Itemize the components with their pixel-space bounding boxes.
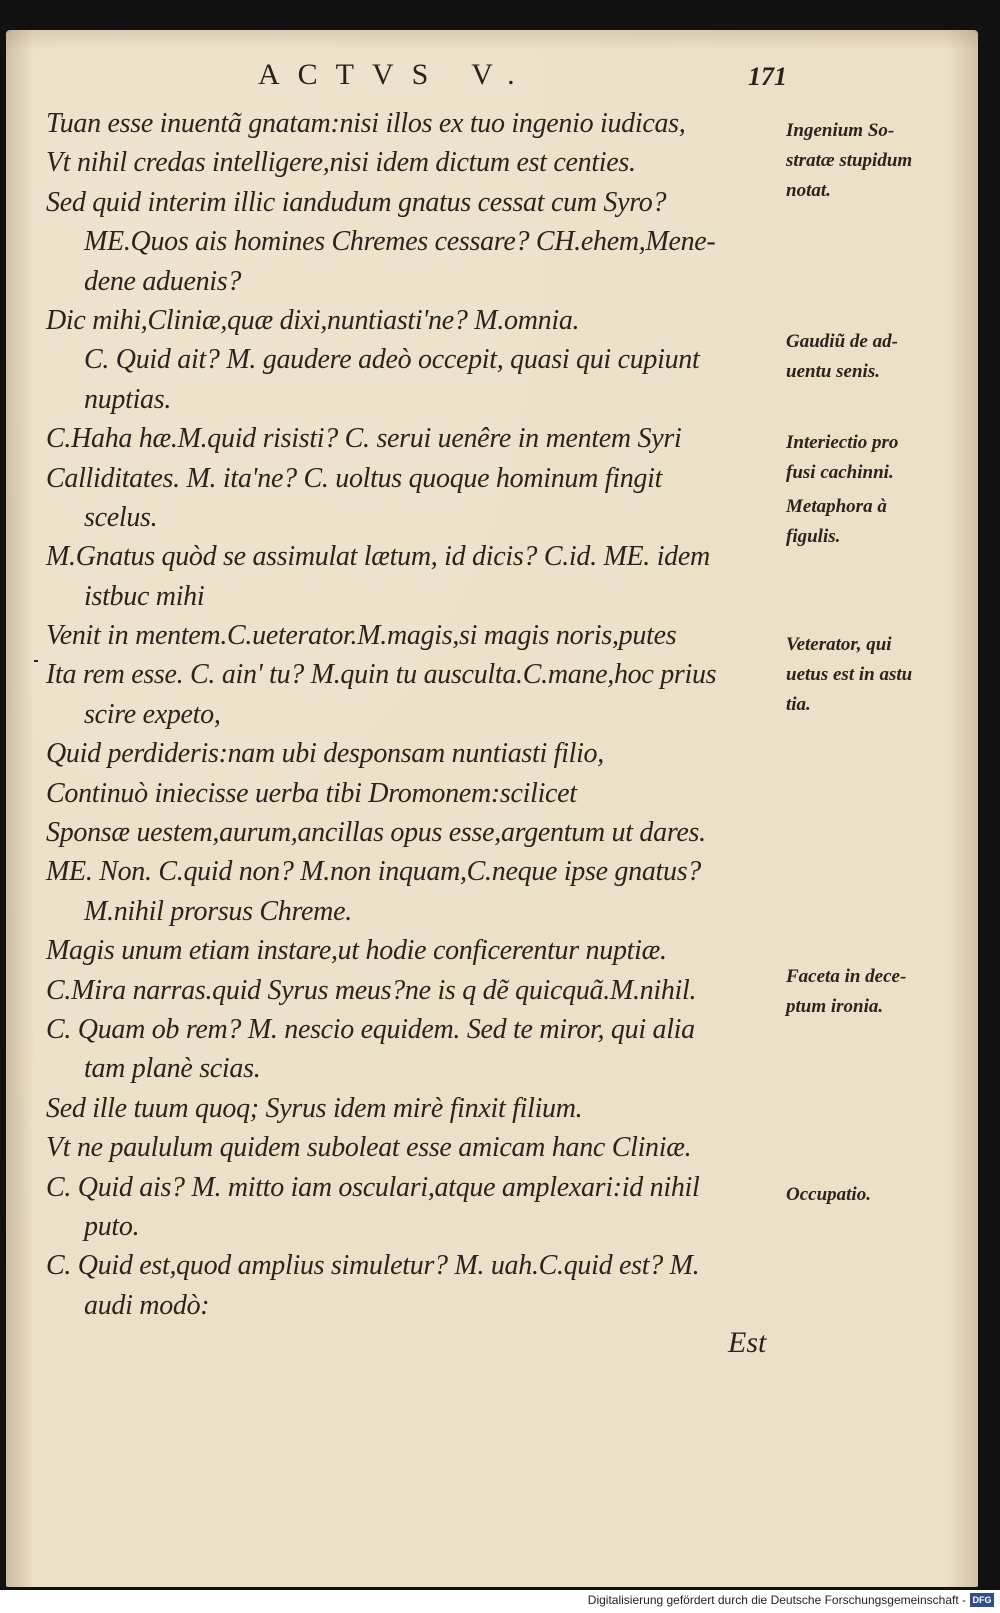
margin-mark xyxy=(34,660,38,662)
margin-note xyxy=(786,630,966,720)
funding-credit: Digitalisierung gefördert durch die Deutsche Forschungsgemeinschaft - xyxy=(587,1593,966,1607)
margin-note-line: Gaudiũ de ad- xyxy=(786,331,898,352)
margin-note xyxy=(786,428,966,488)
text-line: ME.Quos ais homines Chremes cessare? CH.ehem,Mene- xyxy=(84,226,716,258)
text-line: Sed quid interim illic iandudum gnatus cessat cum Syro? xyxy=(46,186,667,218)
margin-note-line: fusi cachinni. xyxy=(786,462,894,483)
margin-note-line: uentu senis. xyxy=(786,361,880,382)
margin-note xyxy=(786,962,966,1022)
margin-note-line: stratæ stupidum xyxy=(786,150,913,171)
running-header: ACTVS V. xyxy=(258,58,533,91)
text-line: C.Mira narras.quid Syrus meus?ne is q dẽ quicquã.M.nihil. xyxy=(46,974,697,1006)
page-number: 171 xyxy=(748,62,787,91)
text-line: Magis unum etiam instare,ut hodie conficerentur nuptiæ. xyxy=(46,935,667,967)
text-line: Quid perdideris:nam ubi desponsam nuntiasti filio, xyxy=(46,738,604,770)
text-line: Dic mihi,Cliniæ,quæ dixi,nuntiasti'ne? M.omnia. xyxy=(46,304,580,336)
margin-note-line: Ingenium So- xyxy=(786,120,895,141)
text-line: istbuc mihi xyxy=(84,580,205,612)
margin-note xyxy=(786,492,966,552)
text-line: C. Quid est,quod amplius simuletur? M. uah.C.quid est? M. xyxy=(46,1250,700,1282)
text-line: Continuò iniecisse uerba tibi Dromonem:scilicet xyxy=(46,777,577,809)
margin-note xyxy=(786,116,966,206)
text-line: Calliditates. M. ita'ne? C. uoltus quoque hominum fingit xyxy=(46,462,663,494)
margin-note-line: notat. xyxy=(786,180,831,201)
margin-note-line: Faceta in dece- xyxy=(786,966,907,987)
body-text xyxy=(46,104,776,1325)
margin-note-line: tia. xyxy=(786,694,811,715)
text-line: Sed ille tuum quoq; Syrus idem mirè finxit filium. xyxy=(46,1092,583,1124)
margin-note xyxy=(786,327,966,387)
text-line: scire expeto, xyxy=(84,698,221,730)
text-line: dene aduenis? xyxy=(84,265,242,297)
margin-note-line: Interiectio pro xyxy=(786,432,899,453)
text-line: C.Haha hæ.M.quid risisti? C. serui uenêre in mentem Syri xyxy=(46,423,682,455)
dfg-logo-icon: DFG xyxy=(970,1593,994,1607)
text-line: Venit in mentem.C.ueterator.M.magis,si magis noris,putes xyxy=(46,620,677,652)
text-line: ME. Non. C.quid non? M.non inquam,C.neque ipse gnatus? xyxy=(46,856,701,888)
margin-note xyxy=(786,1180,966,1210)
text-line: audi modò: xyxy=(84,1289,210,1321)
text-line: puto. xyxy=(84,1210,140,1242)
text-line: C. Quid ais? M. mitto iam osculari,atque amplexari:id nihil xyxy=(46,1171,700,1203)
text-line: nuptias. xyxy=(84,383,172,415)
margin-note-line: Metaphora à xyxy=(786,496,887,517)
text-line: Vt nihil credas intelligere,nisi idem dictum est centies. xyxy=(46,147,636,179)
catchword: Est xyxy=(728,1326,767,1359)
text-line: tam planè scias. xyxy=(84,1053,261,1085)
margin-note-line: uetus est in astu xyxy=(786,664,913,685)
text-line: Ita rem esse. C. ain' tu? M.quin tu ausculta.C.mane,hoc prius xyxy=(46,659,717,691)
text-line: scelus. xyxy=(84,501,158,533)
text-line: M.Gnatus quòd se assimulat lætum, id dicis? C.id. ME. idem xyxy=(46,541,710,573)
margin-note-line: Occupatio. xyxy=(786,1184,871,1205)
book-page xyxy=(6,30,978,1587)
margin-note-line: ptum ironia. xyxy=(786,996,884,1017)
text-line: Sponsæ uestem,aurum,ancillas opus esse,argentum ut dares. xyxy=(46,817,706,849)
text-line: C. Quam ob rem? M. nescio equidem. Sed te miror, qui alia xyxy=(46,1013,695,1045)
text-line: Tuan esse inuentã gnatam:nisi illos ex tuo ingenio iudicas, xyxy=(46,108,686,139)
text-line: M.nihil prorsus Chreme. xyxy=(84,895,352,927)
margin-note-line: Veterator, qui xyxy=(786,634,892,655)
margin-note-line: figulis. xyxy=(786,526,841,547)
footer-bar xyxy=(0,1590,1000,1613)
text-line: C. Quid ait? M. gaudere adeò occepit, quasi qui cupiunt xyxy=(84,344,700,376)
text-line: Vt ne paululum quidem suboleat esse amicam hanc Cliniæ. xyxy=(46,1132,692,1164)
